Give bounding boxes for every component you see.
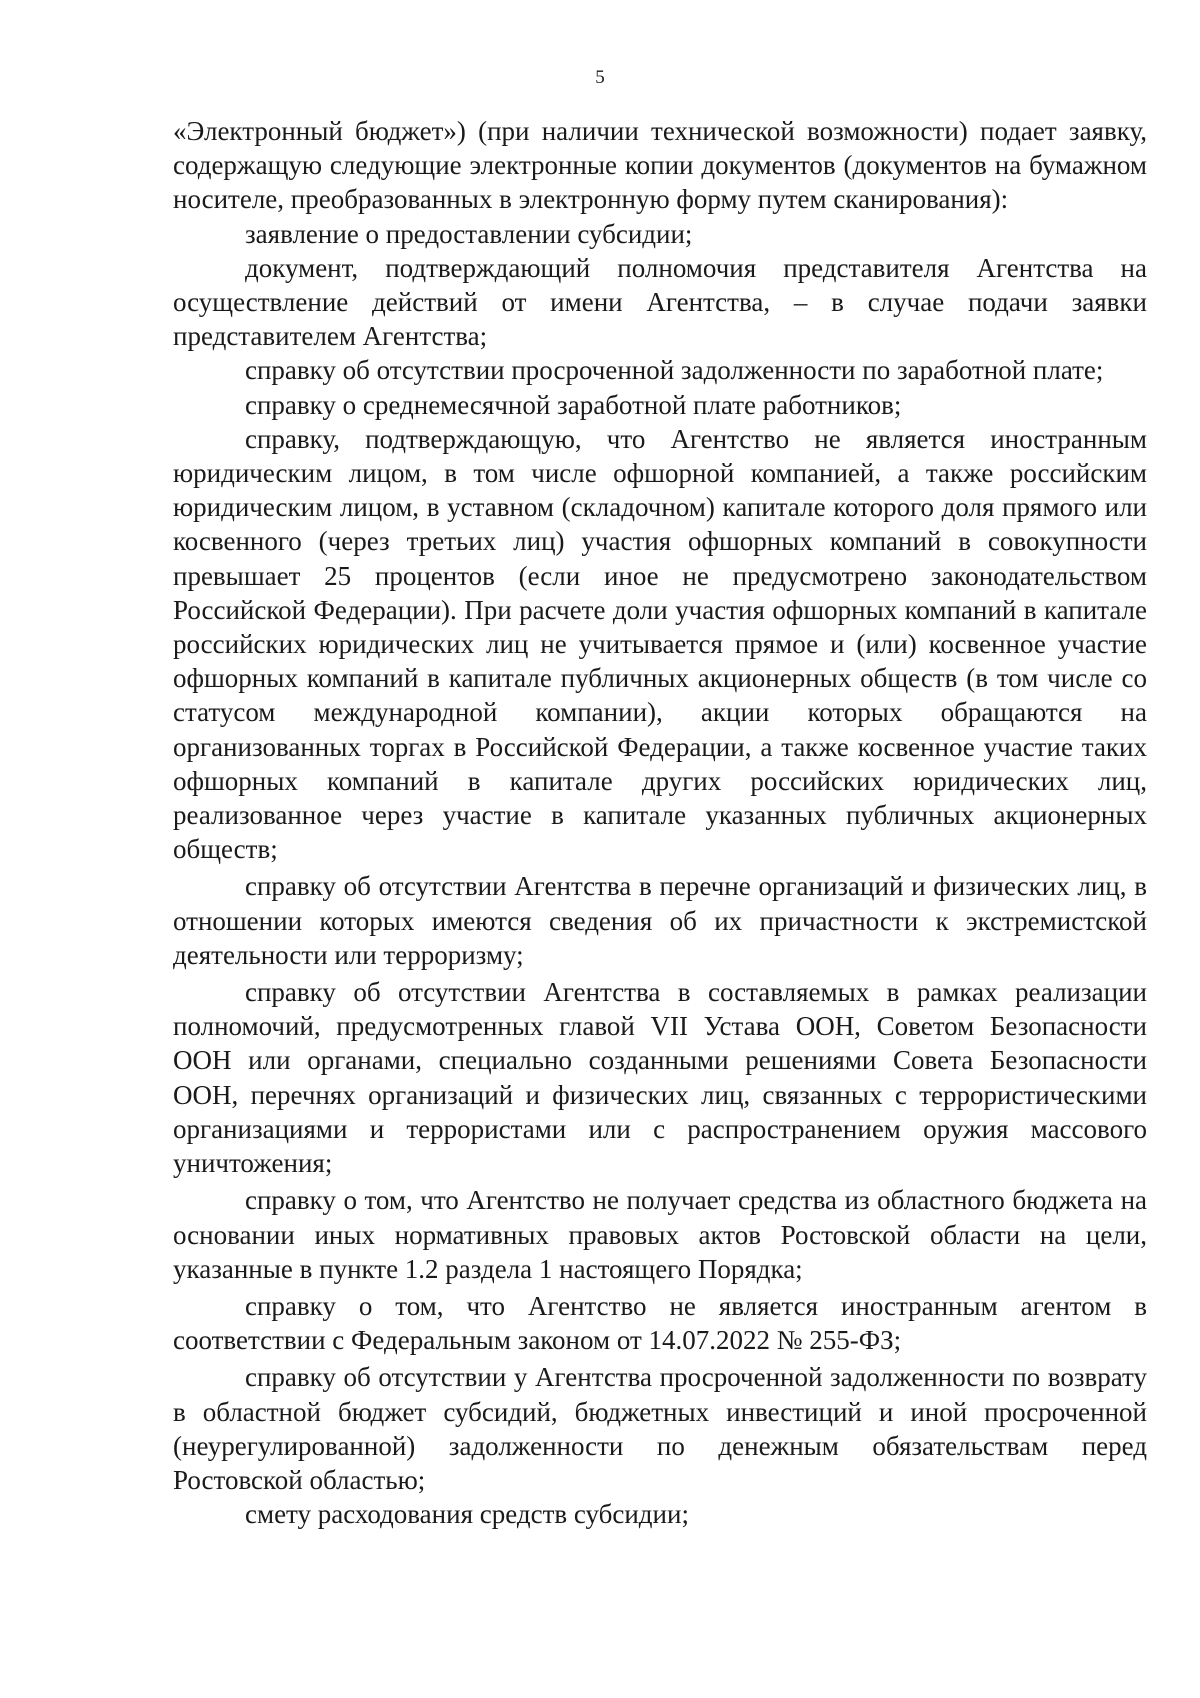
- list-item-un-lists-certificate: справку об отсутствии Агентства в составляемых в рамках реализации полномочий, предусмотренных главой VII Устава ООН, Советом Безопасности ООН или органами, специально созданными решениями Совета Безопасности ООН, перечнях организаций и физических лиц, связанных с террористическими организациями и террористами или с распространением оружия массового уничтожения;: [173, 977, 1147, 1179]
- list-item-foreign-agent-certificate: справку о том, что Агентство не является иностранным агентом в соответствии с Федеральным законом от 14.07.2022 № 255-ФЗ;: [173, 1290, 1147, 1356]
- list-item-extremism-certificate: справку об отсутствии Агентства в перечне организаций и физических лиц, в отношении которых имеются сведения об их причастности к экстремистской деятельности или терроризму;: [173, 871, 1147, 970]
- list-item-authority-document: документ, подтверждающий полномочия представителя Агентства на осуществление действий от имени Агентства, – в случае подачи заявки представителем Агентства;: [173, 252, 1147, 352]
- document-body: [173, 114, 1147, 1531]
- list-item-wage-arrears-certificate: справку об отсутствии просроченной задолженности по заработной плате;: [245, 355, 1104, 386]
- list-item-other-funding-certificate: справку о том, что Агентство не получает средства из областного бюджета на основании иных нормативных правовых актов Ростовской области на цели, указанные в пункте 1.2 раздела 1 настоящего Порядка;: [173, 1185, 1147, 1284]
- list-item-average-wage-certificate: справку о среднемесячной заработной плате работников;: [245, 389, 902, 420]
- page-number: 5: [595, 67, 605, 88]
- list-item-subsidy-estimate: смету расходования средств субсидии;: [245, 1499, 689, 1530]
- paragraph-intro-continuation: «Электронный бюджет») (при наличии технической возможности) подает заявку, содержащую следующие электронные копии документов (документов на бумажном носителе, преобразованных в электронную форму путем сканирования):: [173, 116, 1147, 215]
- list-item-offshore-certificate: справку, подтверждающую, что Агентство не является иностранным юридическим лицом, в том числе офшорной компанией, а также российским юридическим лицом, в уставном (складочном) капитале которого доля прямого или косвенного (через третьих лиц) участия офшорных компаний в совокупности превышает 25 процентов (если иное не предусмотрено законодательством Российской Федерации). При расчете доли участия офшорных компаний в капитале российских юридических лиц не учитывается прямое и (или) косвенное участие офшорных компаний в капитале публичных акционерных обществ (в том числе со статусом международной компании), акции которых обращаются на организованных торгах в Российской Федерации, а также косвенное участие таких офшорных компаний в капитале других российских юридических лиц, реализованное через участие в капитале указанных публичных акционерных обществ;: [173, 423, 1147, 865]
- list-item-application: заявление о предоставлении субсидии;: [245, 218, 693, 249]
- list-item-budget-debt-certificate: справку об отсутствии у Агентства просроченной задолженности по возврату в областной бюджет субсидий, бюджетных инвестиций и иной просроченной (неурегулированной) задолженности по денежным обязательствам перед Ростовской областью;: [173, 1362, 1147, 1495]
